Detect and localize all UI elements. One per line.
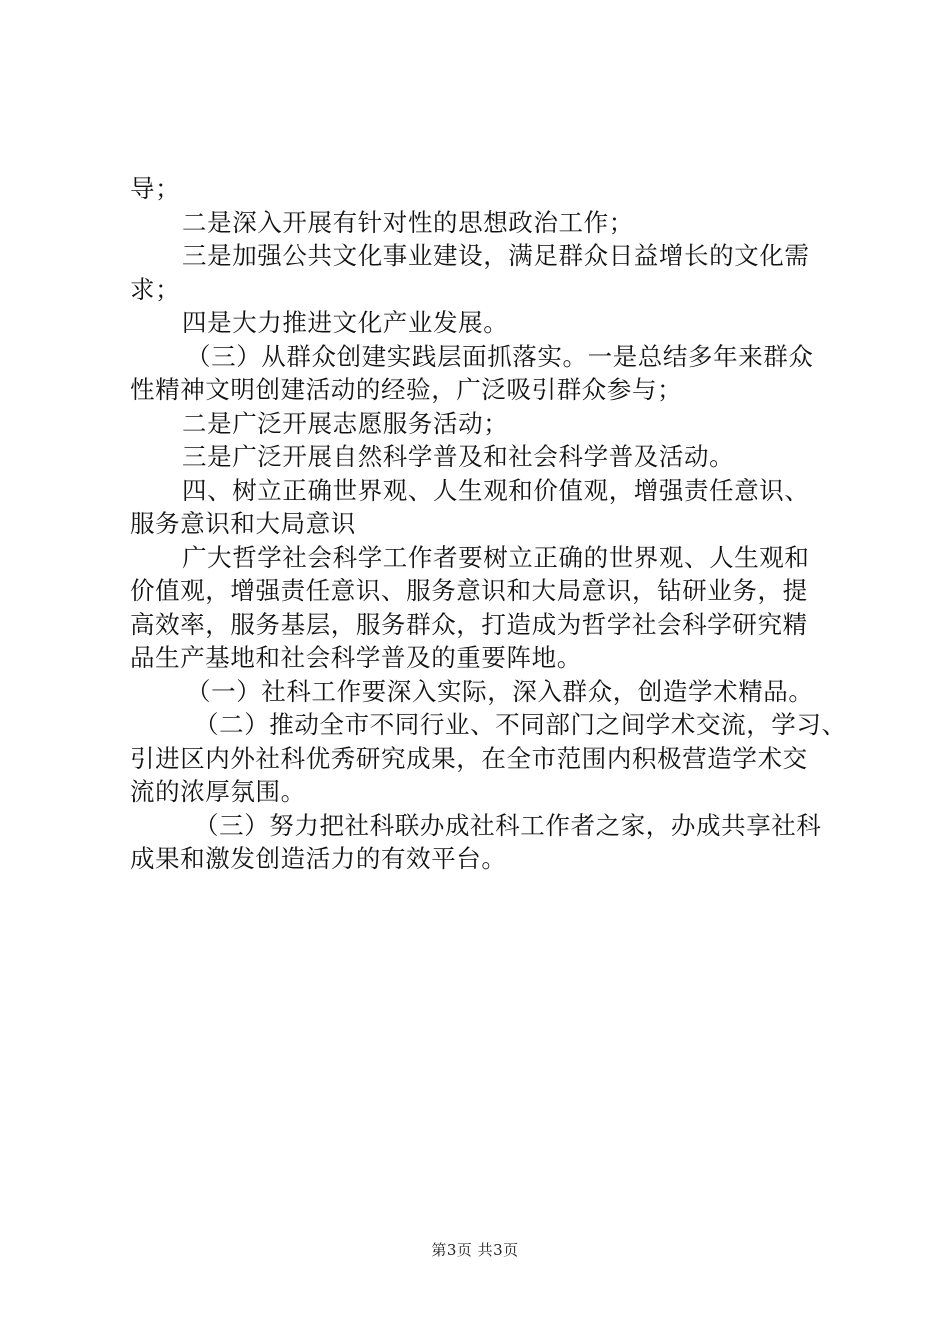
section-heading: 四、树立正确世界观、人生观和价值观，增强责任意识、 <box>182 475 810 505</box>
text-line: 四是大力推进文化产业发展。 <box>182 308 509 337</box>
text-line: 二是广泛开展志愿服务活动； <box>182 408 509 438</box>
text-line: （一）社科工作要深入实际，深入群众，创造学术精品。 <box>186 676 814 706</box>
text-line: 品生产基地和社会科学普及的重要阵地。 <box>130 643 582 672</box>
text-line: 成果和激发创造活力的有效平台。 <box>130 844 507 873</box>
text-line: 三是广泛开展自然科学普及和社会科学普及活动。 <box>182 442 735 471</box>
text-line: （三）努力把社科联办成社科工作者之家，办成共享社科 <box>194 810 822 840</box>
text-line: 三是加强公共文化事业建设，满足群众日益增长的文化需 <box>182 241 810 270</box>
section-heading: 服务意识和大局意识 <box>130 509 356 538</box>
text-line: 引进区内外社科优秀研究成果，在全市范围内积极营造学术交 <box>130 743 808 773</box>
text-line: 流的浓厚氛围。 <box>130 777 306 806</box>
text-line: （三）从群众创建实践层面抓落实。一是总结多年来群众 <box>186 341 814 371</box>
text-line: 导； <box>130 174 181 203</box>
text-line: 价值观，增强责任意识、服务意识和大局意识，钻研业务，提 <box>130 576 808 605</box>
document-body <box>130 172 847 876</box>
page-number-footer: 第3页 共3页 <box>431 1241 519 1259</box>
text-line: （二）推动全市不同行业、不同部门之间学术交流，学习、 <box>194 710 847 739</box>
text-line: 高效率，服务基层，服务群众，打造成为哲学社会科学研究精 <box>130 609 808 639</box>
text-line: 性精神文明创建活动的经验，广泛吸引群众参与； <box>130 375 683 404</box>
text-line: 求； <box>130 274 181 304</box>
text-line: 二是深入开展有针对性的思想政治工作； <box>182 207 634 237</box>
text-line: 广大哲学社会科学工作者要树立正确的世界观、人生观和 <box>182 542 810 572</box>
